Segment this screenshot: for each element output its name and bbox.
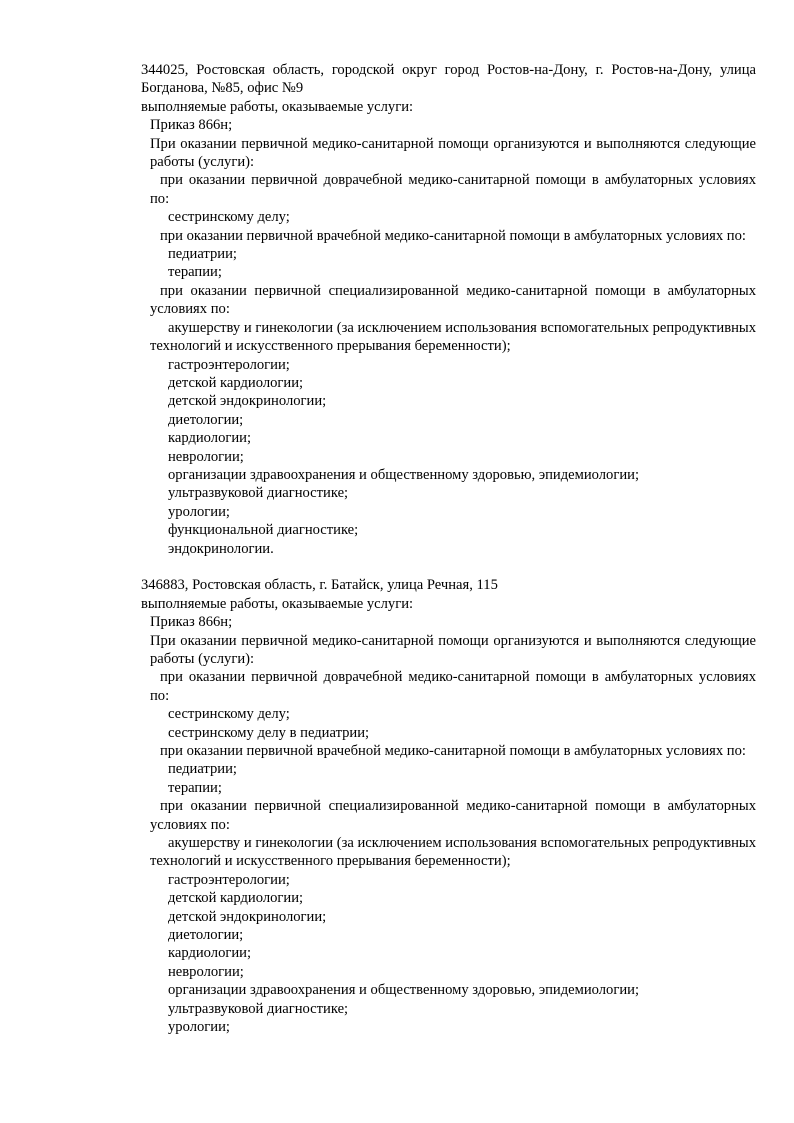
order-ref: Приказ 866н;	[150, 117, 233, 134]
list-item: неврологии;	[168, 963, 244, 980]
list-item: организации здравоохранения и общественному здоровью, эпидемиологии;	[168, 982, 640, 999]
list-item: сестринскому делу в педиатрии;	[168, 724, 370, 741]
list-item: сестринскому делу;	[168, 706, 290, 723]
list-item: кардиологии;	[168, 945, 252, 962]
intro-paragraph: При оказании первичной медико-санитарной помощи организуются и выполняются следующие работы (услуги):	[150, 135, 756, 171]
list-item: акушерству и гинекологии (за исключением использования вспомогательных репродуктивных технологий и искусственного прерывания беременности);	[150, 319, 756, 355]
order-ref: Приказ 866н;	[150, 614, 233, 631]
list-item: гастроэнтерологии;	[168, 871, 290, 888]
list-item: детской эндокринологии;	[168, 908, 327, 925]
address: 346883, Ростовская область, г. Батайск, улица Речная, 115	[141, 577, 498, 594]
list-item: акушерству и гинекологии (за исключением использования вспомогательных репродуктивных технологий и искусственного прерывания беременности);	[150, 835, 756, 870]
list-item: гастроэнтерологии;	[168, 356, 290, 373]
list-item: терапии;	[168, 779, 222, 796]
prehospital-heading: при оказании первичной доврачебной медико-санитарной помощи в амбулаторных условиях по:	[150, 669, 756, 704]
section-gap	[141, 558, 756, 576]
list-item: диетологии;	[168, 927, 244, 944]
list-item: урологии;	[168, 1019, 230, 1036]
list-item: урологии;	[168, 503, 230, 520]
list-item: терапии;	[168, 264, 222, 281]
list-item: педиатрии;	[168, 761, 237, 778]
list-item: детской кардиологии;	[168, 374, 304, 391]
prehospital-heading: при оказании первичной доврачебной медико-санитарной помощи в амбулаторных условиях по:	[150, 172, 756, 207]
list-item: детской эндокринологии;	[168, 393, 327, 410]
specialized-heading: при оказании первичной специализированной медико-санитарной помощи в амбулаторных условиях по:	[150, 798, 756, 833]
list-item: кардиологии;	[168, 430, 252, 447]
list-item: организации здравоохранения и общественному здоровью, эпидемиологии;	[168, 466, 640, 483]
physician-heading: при оказании первичной врачебной медико-санитарной помощи в амбулаторных условиях по:	[160, 743, 746, 760]
address: 344025, Ростовская область, городской округ город Ростов-на-Дону, г. Ростов-на-Дону, улица Богданова, №85, офис №9	[141, 62, 756, 97]
list-item: педиатрии;	[168, 246, 237, 263]
list-item: неврологии;	[168, 448, 244, 465]
physician-heading: при оказании первичной врачебной медико-санитарной помощи в амбулаторных условиях по:	[160, 227, 746, 244]
works-label: выполняемые работы, оказываемые услуги:	[141, 98, 414, 115]
document-body	[141, 61, 756, 1037]
list-item: ультразвуковой диагностике;	[168, 485, 349, 502]
works-label: выполняемые работы, оказываемые услуги:	[141, 595, 414, 612]
list-item: эндокринологии.	[168, 540, 274, 557]
list-item: функциональной диагностике;	[168, 522, 359, 539]
intro-paragraph: При оказании первичной медико-санитарной помощи организуются и выполняются следующие работы (услуги):	[150, 632, 756, 667]
list-item: диетологии;	[168, 411, 244, 428]
list-item: ультразвуковой диагностике;	[168, 1000, 349, 1017]
list-item: сестринскому делу;	[168, 209, 290, 226]
specialized-heading: при оказании первичной специализированной медико-санитарной помощи в амбулаторных условиях по:	[150, 282, 756, 318]
list-item: детской кардиологии;	[168, 890, 304, 907]
